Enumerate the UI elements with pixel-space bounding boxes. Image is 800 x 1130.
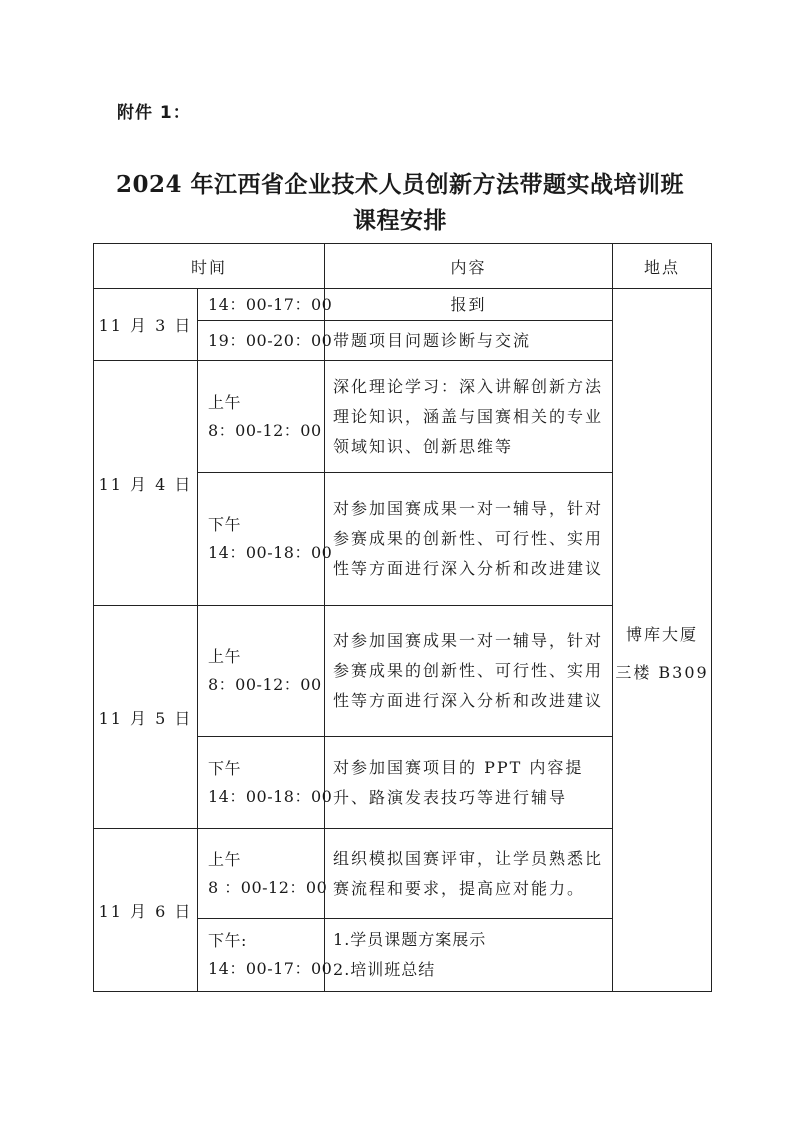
place-line1: 博库大厦 [626,625,699,644]
table-row [94,289,712,321]
content-cell [325,919,613,992]
period-label: 下午 [208,515,242,534]
time-cell [198,606,325,737]
time-value: 14：00-17：00 [208,294,333,314]
document-title: 2024 年江西省企业技术人员创新方法带题实战培训班 [115,171,685,198]
table-header-row [94,244,712,289]
list-item: 1.学员课题方案展示 [333,930,487,949]
place-cell [613,289,712,992]
content-cell: 对参加国赛项目的 PPT 内容提升、路演发表技巧等进行辅导 [325,737,613,829]
time-cell [198,737,333,829]
time-value: 14：00-17：00 [208,959,333,978]
header-time: 时间 [94,244,325,289]
content-cell: 报到 [325,289,613,321]
period-label: 上午 [208,647,242,666]
time-value: 8：00-12：00 [208,675,322,694]
header-content: 内容 [325,244,613,289]
period-label: 上午 [208,849,242,869]
schedule-table [93,243,712,992]
content-cell: 对参加国赛成果一对一辅导，针对参赛成果的创新性、可行性、实用性等方面进行深入分析和改进建议 [325,473,613,606]
time-value: 8 ：00-12：00 [208,877,328,897]
time-cell [198,829,328,919]
content-cell: 组织模拟国赛评审，让学员熟悉比赛流程和要求，提高应对能力。 [325,829,613,919]
time-cell [198,361,325,473]
date-cell: 11 月 5 日 [94,606,198,829]
time-cell [198,473,333,606]
time-value: 14：00-18：00 [208,543,333,562]
content-cell: 带题项目问题诊断与交流 [325,321,613,361]
time-cell [198,289,333,321]
time-cell [198,321,333,361]
time-value: 19：00-20：00 [208,330,333,350]
header-place: 地点 [613,244,712,289]
date-cell: 11 月 6 日 [94,829,198,992]
time-value: 8：00-12：00 [208,420,322,440]
date-cell: 11 月 3 日 [94,289,198,361]
list-item: 2.培训班总结 [333,960,436,979]
place-line2: 三楼 B309 [615,663,709,682]
content-cell: 深化理论学习：深入讲解创新方法理论知识，涵盖与国赛相关的专业领域知识、创新思维等 [325,361,613,473]
content-cell: 对参加国赛成果一对一辅导，针对参赛成果的创新性、可行性、实用性等方面进行深入分析和改进建议 [325,606,613,737]
document-subtitle: 课程安排 [353,207,447,234]
date-cell: 11 月 4 日 [94,361,198,606]
period-label: 上午 [208,392,242,412]
time-cell [198,919,333,992]
period-label: 下午: [208,931,247,950]
attachment-label: 附件 1： [117,103,191,123]
period-label: 下午 [208,758,242,778]
time-value: 14：00-18：00 [208,786,333,806]
